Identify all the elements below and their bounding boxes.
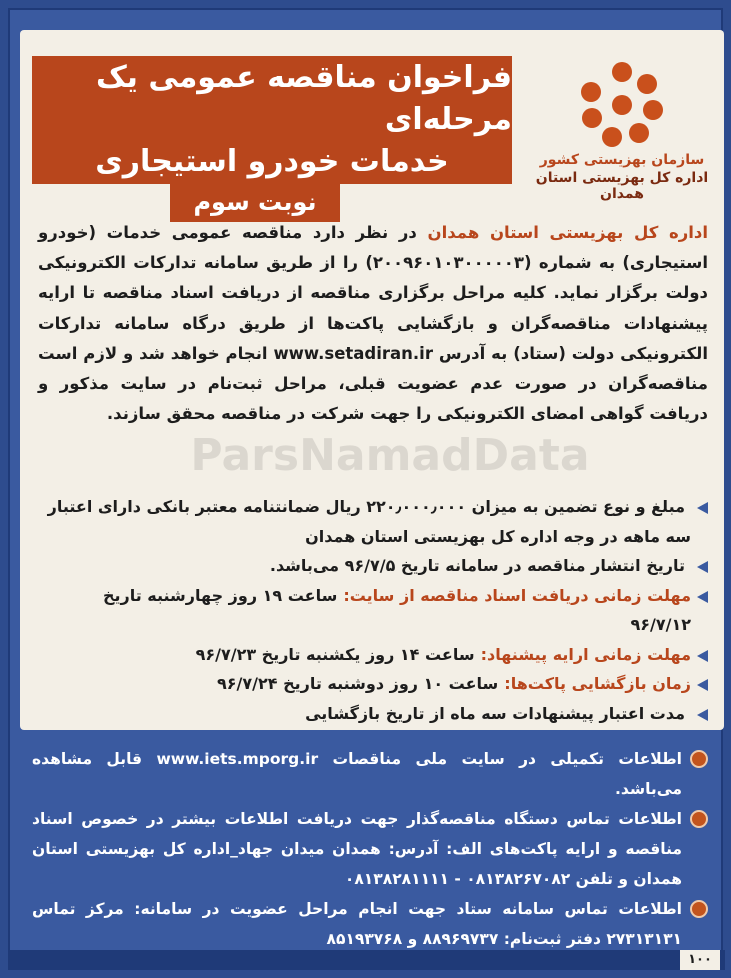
page-subtitle: خدمات خودرو استیجاری — [95, 144, 449, 179]
footer-bar — [10, 950, 725, 970]
bullet-arrow-icon — [697, 650, 708, 662]
info-item — [32, 744, 708, 804]
bullet-arrow-icon — [697, 591, 708, 603]
info-item — [32, 894, 708, 954]
main-paragraph — [38, 218, 708, 429]
item-text: ساعت ۱۹ روز چهارشنبه تاریخ ۹۶/۷/۱۲ — [102, 585, 691, 634]
list-item — [38, 640, 708, 670]
list-item — [38, 669, 708, 699]
bullet-arrow-icon — [697, 709, 708, 721]
paragraph-text: در نظر دارد مناقصه عمومی خدمات (خودرو استیجاری) به شماره (۲۰۰۹۶۰۱۰۳۰۰۰۰۰۳) را از طریق سامانه تدارکات الکترونیکی دولت برگزار نماید. کلیه مراحل برگزاری مناقصه از دریافت اسناد مناقصه تا ارایه پیشنهادات مناقصه‌گران و بازگشایی پاکت‌ها از طریق درگاه سامانه تدارکات الکترونیکی دولت (ستاد) به آدرس www.setadiran.ir انجام خواهد شد و لازم است مناقصه‌گران در صورت عدم عضویت قبلی، مراحل ثبت‌نام در سایت مذکور و دریافت گواهی امضای الکترونیکی را جهت شرکت در مناقصه محقق سازند. — [38, 223, 708, 424]
info-section — [32, 744, 708, 954]
watermark: ParsNamadData — [190, 430, 590, 481]
item-label: مهلت زمانی ارایه پیشنهاد: — [480, 644, 691, 664]
item-text: ساعت ۱۰ روز دوشنبه تاریخ ۹۶/۷/۲۴ — [216, 674, 499, 693]
item-label: مهلت زمانی دریافت اسناد مناقصه از سایت: — [343, 585, 691, 605]
behzisti-logo-icon — [577, 60, 667, 150]
info-text: اطلاعات تکمیلی در سایت ملی مناقصات www.iets.mporg.ir قابل مشاهده می‌باشد. — [32, 750, 682, 798]
page-title: فراخوان مناقصه عمومی یک مرحله‌ای — [95, 60, 512, 137]
bullet-arrow-icon — [697, 679, 708, 691]
org-subtitle: اداره کل بهزیستی استان همدان — [535, 170, 709, 202]
bullet-arrow-icon — [697, 502, 708, 514]
org-name: سازمان بهزیستی کشور — [539, 152, 705, 168]
info-text: اطلاعات تماس دستگاه مناقصه‌گذار جهت دریافت اطلاعات بیشتر در خصوص اسناد مناقصه و ارایه پاکت‌های الف: آدرس: همدان میدان جهاد_اداره کل بهزیستی استان همدان و تلفن ۰۸۱۳۸۲۶۷۰۸۲ - ۰۸۱۳۸۲۸۱۱۱۱ — [32, 810, 682, 888]
bullet-list — [38, 492, 708, 728]
bullet-arrow-icon — [697, 561, 708, 573]
org-highlight: اداره کل بهزیستی استان همدان — [427, 223, 708, 242]
list-item — [38, 492, 708, 551]
bullet-dot-icon — [690, 810, 708, 828]
list-item — [38, 699, 708, 729]
bullet-dot-icon — [690, 750, 708, 768]
info-item — [32, 804, 708, 894]
title-box — [32, 56, 512, 184]
list-item — [38, 551, 708, 581]
ad-frame — [8, 8, 723, 970]
item-text: تاریخ انتشار مناقصه در سامانه تاریخ ۹۶/۷/۵ می‌باشد. — [269, 556, 685, 575]
info-text: اطلاعات تماس سامانه ستاد جهت انجام مراحل عضویت در سامانه: مرکز تماس ۲۷۳۱۳۱۳۱ دفتر ثبت‌نام: ۸۸۹۶۹۷۳۷ و ۸۵۱۹۳۷۶۸ — [32, 900, 682, 948]
org-logo — [520, 56, 724, 224]
round-badge: نوبت سوم — [170, 182, 340, 222]
list-item — [38, 581, 708, 640]
page-number: ۱۰۰ — [680, 950, 720, 970]
item-text: مدت اعتبار پیشنهادات سه ماه از تاریخ بازگشایی — [305, 703, 685, 723]
bullet-dot-icon — [690, 900, 708, 918]
item-label: زمان بازگشایی پاکت‌ها: — [504, 674, 691, 693]
item-text: ساعت ۱۴ روز یکشنبه تاریخ ۹۶/۷/۲۳ — [195, 644, 475, 664]
item-text: مبلغ و نوع تضمین به میزان ۲۲۰٫۰۰۰٫۰۰۰ ریال ضمانتنامه معتبر بانکی دارای اعتبار سه ماهه در وجه اداره کل بهزیستی استان همدان — [47, 497, 691, 546]
